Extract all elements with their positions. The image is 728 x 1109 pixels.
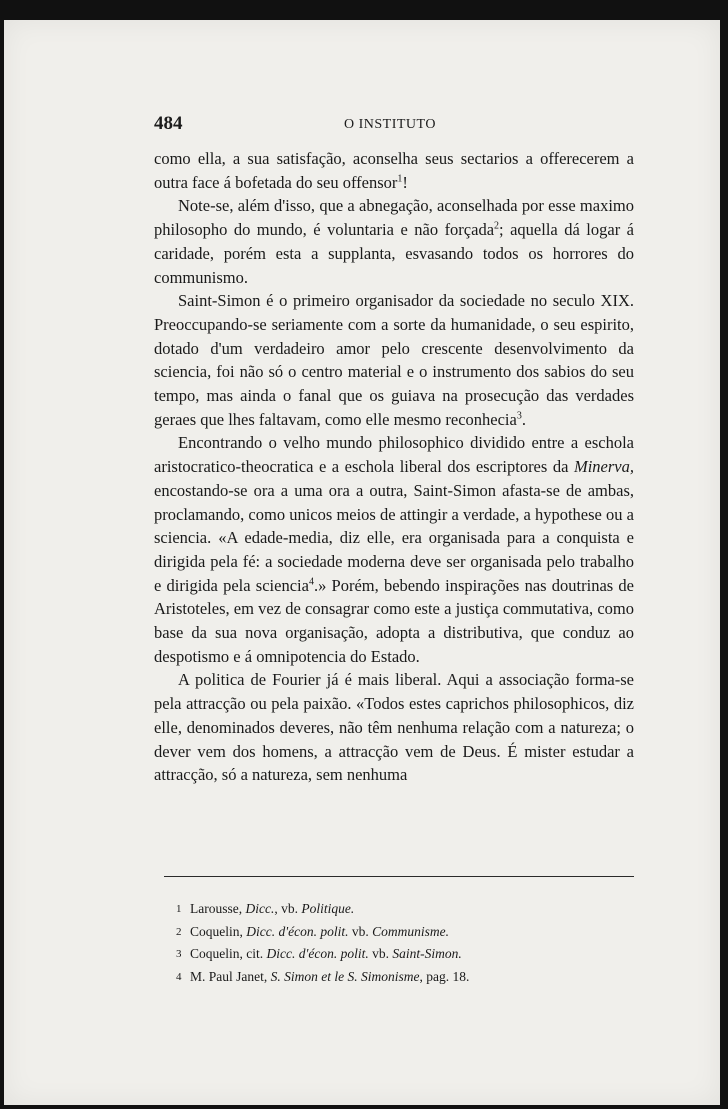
text-run: A politica de Fourier já é mais liberal. Aqui a associação forma-se pela attracção ou pela paixão. «Todos estes caprichos philosophicos, diz elle, denominados deveres, não têm nenhuma relação com a natureza; o dever vem dos homens, a attracção vem de Deus. É mister estudar a attracção, só a natureza, sem nenhuma xyxy=(154,670,634,785)
text-run: Larousse, xyxy=(190,901,246,916)
footnote xyxy=(176,898,616,921)
text-run: , vb. xyxy=(274,901,302,916)
text-run: . xyxy=(521,409,526,429)
text-run: vb. xyxy=(348,923,373,939)
page-number: 484 xyxy=(154,113,183,134)
italic-text: Dicc. d'écon. polit. xyxy=(266,946,369,961)
running-head: O INSTITUTO xyxy=(344,117,436,132)
text-run: Saint-Simon é o primeiro organisador da sociedade no seculo XIX. Preoccupando-se seriamente com a sorte da humanidade, o seu espirito, dotado d'um verdadeiro amor pelo crescente desenvolvimento da sciencia, foi não só o centro material e o instrumento dos sabios do seu tempo, mas ainda o fanal que os guiava na prosecução das verdades geraes que lhes faltavam, como elle mesmo reconhecia xyxy=(154,291,634,429)
italic-text: Communisme. xyxy=(372,923,449,939)
italic-text: Saint-Simon. xyxy=(392,946,462,961)
paragraph xyxy=(154,194,634,289)
italic-text: Dicc. d'écon. polit. xyxy=(246,923,349,939)
footnote-number: 2 xyxy=(176,925,182,938)
text-run: , pag. 18. xyxy=(419,968,470,984)
footnote-divider xyxy=(164,876,634,877)
footnote-text xyxy=(190,943,462,966)
footnote-number: 4 xyxy=(176,970,182,983)
footnote-ref: 1 xyxy=(397,173,403,185)
footnote-text xyxy=(190,966,469,989)
italic-text: Minerva, xyxy=(573,457,634,477)
text-run: Coquelin, xyxy=(190,923,247,939)
paragraph xyxy=(154,289,634,431)
footnote-ref: 4 xyxy=(308,576,314,588)
body-text xyxy=(154,147,634,787)
paragraph xyxy=(154,147,634,194)
footnote-number: 3 xyxy=(176,948,182,960)
italic-text: S. Simon et le S. Simonisme xyxy=(270,968,420,984)
text-run: .» Porém, bebendo inspirações nas doutrinas de Aristoteles, em vez de consagrar como este a justiça commutativa, como base da sua nova organisação, adopta a distributiva, que conduz ao despotismo e á omnipotencia do Estado. xyxy=(154,575,634,666)
paragraph xyxy=(154,668,634,787)
footnote-number: 1 xyxy=(176,903,182,915)
text-run: vb. xyxy=(368,946,393,961)
text-run: ! xyxy=(402,172,408,192)
text-run: ; aquella dá logar á caridade, porém esta a supplanta, esvasando todos os horrores do communismo. xyxy=(154,220,634,287)
footnote xyxy=(176,943,616,966)
footnote-text xyxy=(190,898,354,921)
text-run: Encontrando o velho mundo philosophico dividido entre a eschola aristocratico-theocratica e a eschola liberal dos escriptores da xyxy=(154,433,634,477)
footnotes xyxy=(176,898,616,988)
footnote xyxy=(176,921,616,944)
italic-text: Dicc. xyxy=(245,901,275,916)
text-run: como ella, a sua satisfação, aconselha seus sectarios a offerecerem a outra face á bofetada do seu offensor xyxy=(154,149,634,192)
paragraph xyxy=(154,431,634,668)
footnote-ref: 2 xyxy=(494,220,500,232)
text-run: Note-se, além d'isso, que a abnegação, aconselhada por esse maximo philosopho do mundo, é voluntaria e não forçada xyxy=(154,196,634,240)
text-run: M. Paul Janet, xyxy=(190,968,271,984)
text-run: encostando-se ora a uma ora a outra, Saint-Simon afasta-se de ambas, proclamando, como unicos meios de attingir a verdade, a hypothese ou a sciencia. «A edade-media, diz elle, era organisada para a conquista e dirigida pela fé: a sociedade moderna deve ser organisada pelo trabalho e dirigida pela sciencia xyxy=(154,480,634,595)
book-page xyxy=(4,20,720,1105)
footnote-ref: 3 xyxy=(516,410,522,422)
footnote xyxy=(176,966,616,989)
page-header xyxy=(154,113,634,137)
footnote-text xyxy=(190,921,449,944)
italic-text: Politique. xyxy=(301,901,355,916)
text-run: Coquelin, cit. xyxy=(190,946,267,961)
